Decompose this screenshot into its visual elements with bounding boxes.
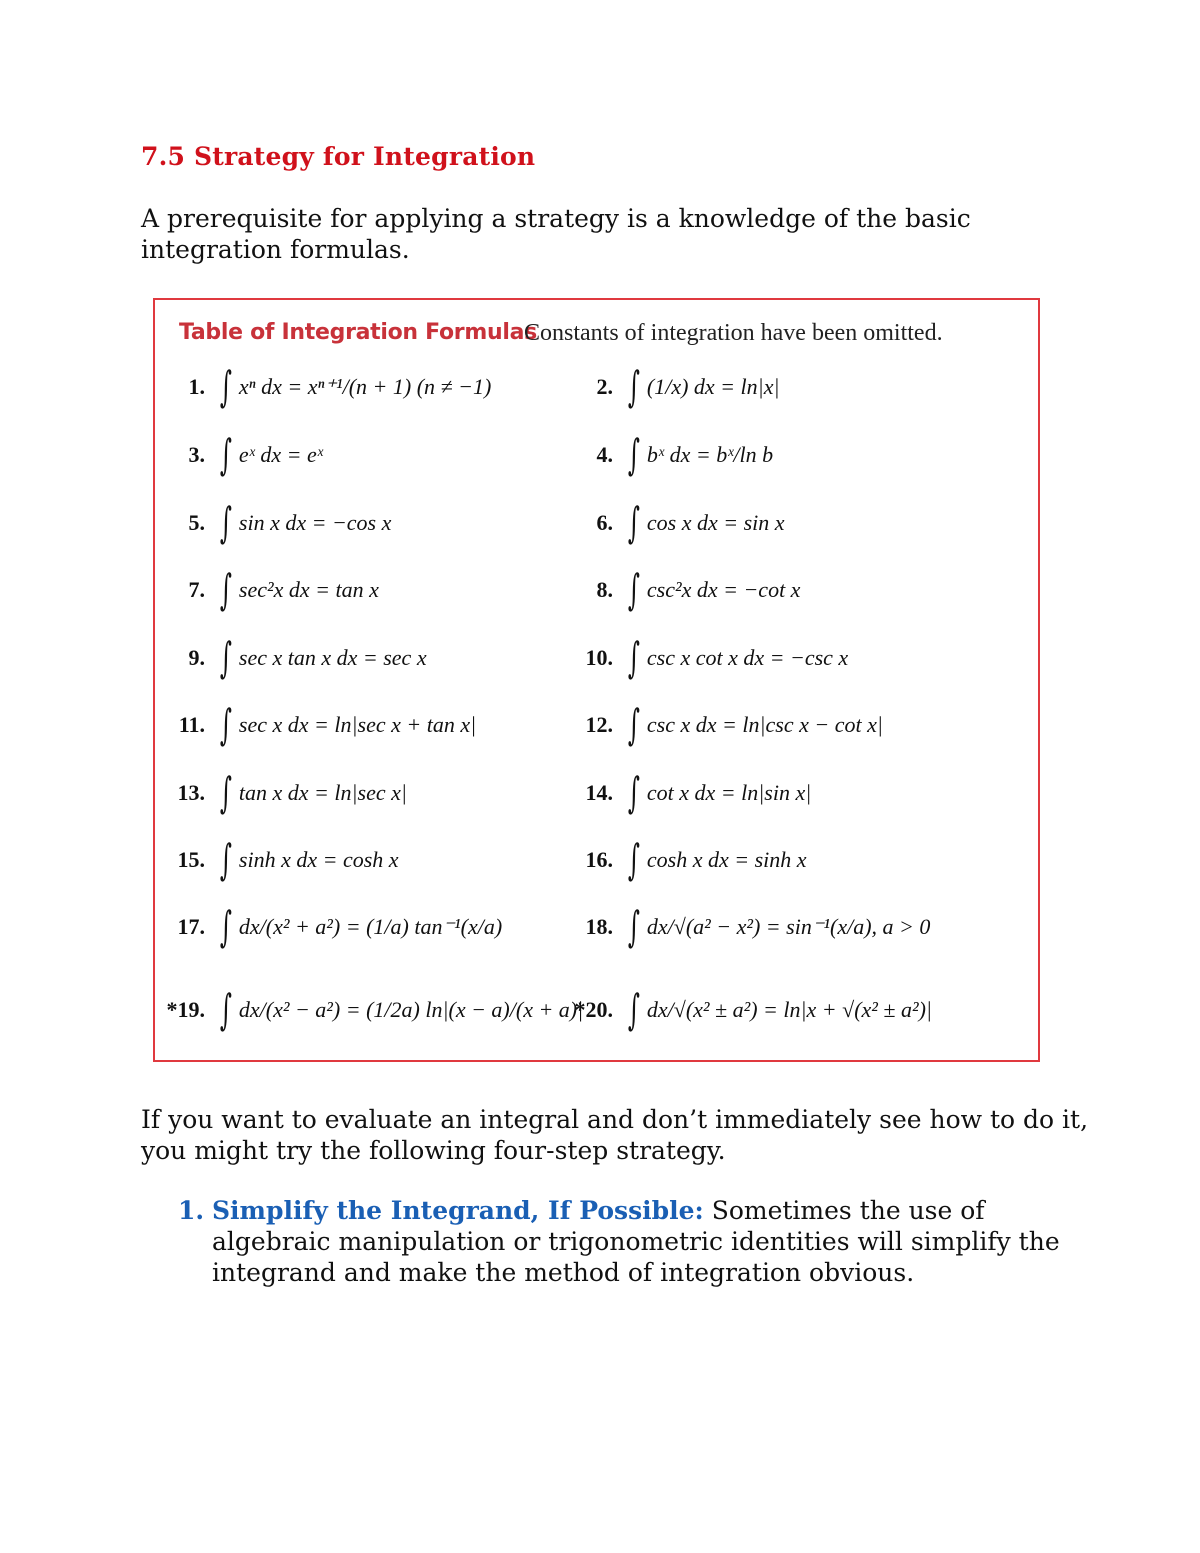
formula-expression: cot x dx = ln|sin x|	[646, 780, 812, 805]
formula-number: 16.	[585, 847, 613, 872]
formula-expression: csc x cot x dx = −csc x	[646, 645, 849, 670]
formula-expression: cos x dx = sin x	[646, 510, 785, 535]
integral-sign-icon: ∫	[627, 835, 640, 884]
integral-sign-icon: ∫	[219, 768, 232, 817]
formula-18	[563, 902, 930, 952]
formula-expression: csc²x dx = −cot x	[646, 577, 801, 602]
formula-number: 5.	[188, 510, 205, 535]
formula-expression: csc x dx = ln|csc x − cot x|	[646, 712, 883, 737]
table-subtitle: Constants of integration have been omitted.	[524, 320, 943, 346]
integral-sign-icon: ∫	[627, 902, 640, 951]
formula-number: *20.	[574, 997, 613, 1022]
integral-sign-icon: ∫	[219, 902, 232, 951]
formula-expression: sec²x dx = tan x	[238, 577, 379, 602]
formula-20	[563, 985, 932, 1035]
section-heading: 7.5 Strategy for Integration	[141, 142, 536, 171]
formula-expression: tan x dx = ln|sec x|	[238, 780, 407, 805]
formula-10	[563, 633, 848, 683]
formula-number: 3.	[188, 442, 205, 467]
formula-expression: dx/√(a² − x²) = sin⁻¹(x/a), a > 0	[646, 914, 931, 939]
formula-expression: sec x dx = ln|sec x + tan x|	[238, 712, 477, 737]
integral-sign-icon: ∫	[627, 362, 640, 411]
formula-number: 17.	[177, 914, 205, 939]
integral-sign-icon: ∫	[627, 633, 640, 682]
strategy-paragraph: If you want to evaluate an integral and don’t immediately see how to do it, you might try the following four-step strategy.	[141, 1105, 1089, 1165]
formula-number: 15.	[177, 847, 205, 872]
formula-number: 4.	[596, 442, 613, 467]
formula-number: 2.	[596, 374, 613, 399]
formula-number: *19.	[166, 997, 205, 1022]
formula-number: 7.	[188, 577, 205, 602]
integral-sign-icon: ∫	[627, 565, 640, 614]
formula-expression: dx/(x² − a²) = (1/2a) ln|(x − a)/(x + a)|	[238, 997, 584, 1022]
integral-sign-icon: ∫	[219, 835, 232, 884]
integral-sign-icon: ∫	[627, 985, 640, 1034]
integral-sign-icon: ∫	[219, 633, 232, 682]
formula-number: 9.	[188, 645, 205, 670]
intro-paragraph: A prerequisite for applying a strategy is a knowledge of the basic integration formulas.	[141, 204, 971, 264]
formula-14	[563, 768, 811, 818]
integral-sign-icon: ∫	[219, 498, 232, 547]
formula-number: 18.	[585, 914, 613, 939]
formula-2	[563, 362, 780, 412]
formula-expression: sec x tan x dx = sec x	[238, 645, 427, 670]
formula-number: 1.	[188, 374, 205, 399]
formula-1	[155, 362, 491, 412]
formula-17	[155, 902, 502, 952]
integral-sign-icon: ∫	[219, 362, 232, 411]
formula-3	[155, 430, 323, 480]
formula-number: 8.	[596, 577, 613, 602]
integral-sign-icon: ∫	[627, 430, 640, 479]
formula-expression: cosh x dx = sinh x	[646, 847, 807, 872]
formula-9	[155, 633, 427, 683]
integral-sign-icon: ∫	[627, 498, 640, 547]
formula-5	[155, 498, 391, 548]
step-item	[178, 1195, 1078, 1288]
formula-number: 11.	[178, 712, 205, 737]
formula-number: 14.	[585, 780, 613, 805]
formula-expression: bˣ dx = bˣ/ln b	[646, 442, 774, 467]
formula-11	[155, 700, 476, 750]
integral-sign-icon: ∫	[627, 768, 640, 817]
formula-expression: dx/(x² + a²) = (1/a) tan⁻¹(x/a)	[238, 914, 503, 939]
formula-12	[563, 700, 883, 750]
formula-expression: eˣ dx = eˣ	[238, 442, 323, 467]
integral-sign-icon: ∫	[219, 430, 232, 479]
formula-6	[563, 498, 785, 548]
formula-8	[563, 565, 800, 615]
formula-expression: (1/x) dx = ln|x|	[646, 374, 780, 399]
formula-expression: sin x dx = −cos x	[238, 510, 392, 535]
step-list	[178, 1195, 1078, 1288]
formula-expression: dx/√(x² ± a²) = ln|x + √(x² ± a²)|	[646, 997, 932, 1022]
formula-number: 10.	[585, 645, 613, 670]
table-title: Table of Integration Formulas	[179, 320, 537, 345]
integral-sign-icon: ∫	[219, 985, 232, 1034]
step-number: 1.	[178, 1196, 205, 1225]
formula-number: 13.	[177, 780, 205, 805]
formula-expression: xⁿ dx = xⁿ⁺¹/(n + 1) (n ≠ −1)	[238, 374, 492, 399]
formula-16	[563, 835, 807, 885]
formula-15	[155, 835, 399, 885]
formula-13	[155, 768, 407, 818]
integral-sign-icon: ∫	[627, 700, 640, 749]
step-label: Simplify the Integrand, If Possible:	[212, 1196, 704, 1225]
formula-4	[563, 430, 773, 480]
integral-sign-icon: ∫	[219, 700, 232, 749]
formula-19	[155, 985, 583, 1035]
integral-sign-icon: ∫	[219, 565, 232, 614]
integration-table	[153, 298, 1040, 1062]
formula-number: 6.	[596, 510, 613, 535]
step-body	[212, 1195, 1078, 1288]
formula-expression: sinh x dx = cosh x	[238, 847, 399, 872]
formula-7	[155, 565, 379, 615]
step-text: Sometimes the use of algebraic manipulation or trigonometric identities will simplify the integrand and make the method of integration obvious.	[212, 1196, 1060, 1287]
formula-number: 12.	[585, 712, 613, 737]
